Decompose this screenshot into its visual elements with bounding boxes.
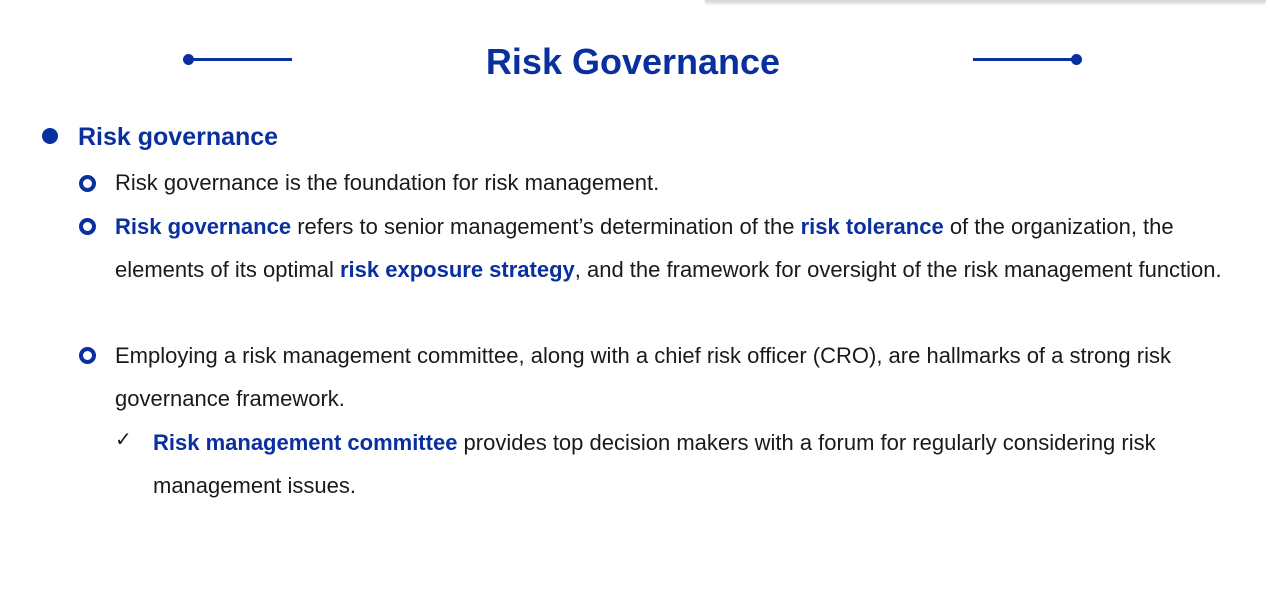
section-heading: Risk governance — [78, 123, 279, 151]
definition-text-3: , and the framework for oversight of the risk management function. — [574, 257, 1222, 282]
slide-title: Risk Governance — [485, 41, 781, 82]
filled-bullet-icon — [42, 128, 58, 144]
ring-bullet-icon — [79, 347, 96, 364]
bullet-foundation: Risk governance is the foundation for risk management. — [115, 170, 660, 195]
definition-text-2: of the organization, the elements of its optimal — [115, 214, 1174, 282]
term-risk-management-committee: Risk management committee — [153, 430, 458, 455]
checkmark-icon: ✓ — [115, 427, 132, 451]
window-edge-shadow — [705, 0, 1266, 2]
title-decoration-right — [973, 58, 1077, 61]
sub-bullet-committee — [153, 421, 1233, 507]
decoration-dot — [1071, 54, 1082, 65]
term-risk-governance: Risk governance — [115, 214, 292, 239]
bullet-committee: Employing a risk management committee, along with a chief risk officer (CRO), are hallmarks of a strong risk governance framework. — [115, 343, 1171, 411]
definition-text-1: refers to senior management’s determination of the — [291, 214, 801, 239]
ring-bullet-icon — [79, 175, 96, 192]
sub-bullet-text: provides top decision makers with a forum for regularly considering risk management issues. — [153, 430, 1156, 498]
term-risk-tolerance: risk tolerance — [800, 214, 944, 239]
ring-bullet-icon — [79, 218, 96, 235]
term-risk-exposure-strategy: risk exposure strategy — [339, 257, 575, 282]
bullet-definition — [115, 205, 1235, 291]
